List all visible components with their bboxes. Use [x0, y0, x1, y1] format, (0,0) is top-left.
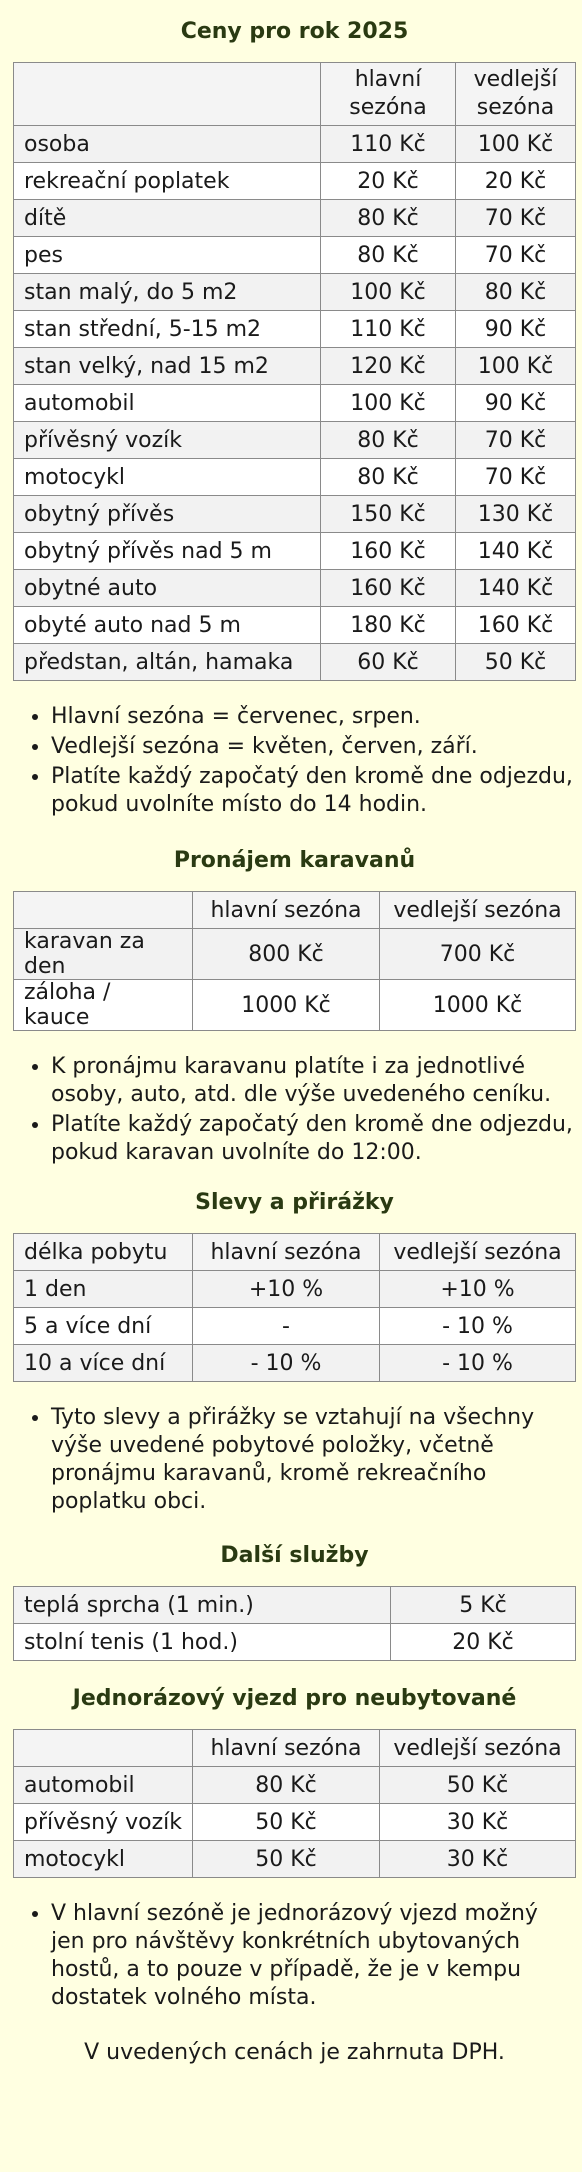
- list-item: • Hlavní sezóna = červenec, srpen.: [51, 703, 576, 731]
- side-season-price: 1000 Kč: [380, 980, 576, 1031]
- table-row: [14, 980, 576, 1031]
- list-item: • Platíte každý započatý den kromě dne odjezdu, pokud karavan uvolníte do 12:00.: [51, 1111, 576, 1167]
- row-label: stan střední, 5-15 m2: [14, 311, 321, 348]
- header-side-line2: sezóna: [476, 95, 555, 120]
- table-header-cell: vedlejší sezóna: [380, 1730, 576, 1767]
- service-price: 5 Kč: [391, 1587, 576, 1624]
- rental-title: Pronájem karavanů: [173, 848, 416, 873]
- side-season-price: 160 Kč: [456, 607, 576, 644]
- row-label: přívěsný vozík: [14, 1804, 193, 1841]
- side-season-price: 50 Kč: [456, 644, 576, 681]
- table-row: [14, 237, 576, 274]
- table-row: [14, 385, 576, 422]
- table-row: [14, 929, 576, 980]
- table-header-cell: [14, 892, 193, 929]
- table-row: [14, 570, 576, 607]
- table-row: [14, 644, 576, 681]
- main-season-value: - 10 %: [193, 1345, 380, 1382]
- main-season-price: 80 Kč: [321, 422, 456, 459]
- table-header-cell: [456, 63, 576, 126]
- row-label: obyté auto nad 5 m: [14, 607, 321, 644]
- main-season-price: 80 Kč: [321, 200, 456, 237]
- side-season-price: 100 Kč: [456, 348, 576, 385]
- side-season-price: 70 Kč: [456, 422, 576, 459]
- side-season-price: 20 Kč: [456, 163, 576, 200]
- table-header-row: [14, 1730, 576, 1767]
- table-row: [14, 422, 576, 459]
- list-item: • K pronájmu karavanu platíte i za jednotlivé osoby, auto, atd. dle výše uvedeného ceníku.: [51, 1053, 576, 1109]
- header-main-line2: sezóna: [349, 95, 427, 120]
- table-row: [14, 496, 576, 533]
- prices-title: Ceny pro rok 2025: [180, 19, 409, 44]
- side-season-price: 70 Kč: [456, 459, 576, 496]
- side-season-price: 30 Kč: [380, 1841, 576, 1878]
- main-season-price: 80 Kč: [193, 1767, 380, 1804]
- services-table: [13, 1586, 576, 1661]
- row-label: karavan za den: [14, 929, 193, 980]
- main-season-value: +10 %: [193, 1271, 380, 1308]
- table-header-cell: [321, 63, 456, 126]
- row-label: záloha / kauce: [14, 980, 193, 1031]
- main-season-price: 20 Kč: [321, 163, 456, 200]
- side-season-value: +10 %: [380, 1271, 576, 1308]
- table-header-cell: [14, 1730, 193, 1767]
- table-header-cell: délka pobytu: [14, 1234, 193, 1271]
- table-row: [14, 1271, 576, 1308]
- main-season-price: 160 Kč: [321, 570, 456, 607]
- table-row: [14, 1767, 576, 1804]
- row-label: dítě: [14, 200, 321, 237]
- side-season-price: 70 Kč: [456, 237, 576, 274]
- row-label: stan malý, do 5 m2: [14, 274, 321, 311]
- table-header-cell: vedlejší sezóna: [380, 892, 576, 929]
- vat-footnote: V uvedených cenách je zahrnuta DPH.: [84, 2040, 505, 2065]
- table-row: [14, 348, 576, 385]
- row-label: 5 a více dní: [14, 1308, 193, 1345]
- row-label: obytné auto: [14, 570, 321, 607]
- discounts-table: [13, 1233, 576, 1382]
- side-season-price: 80 Kč: [456, 274, 576, 311]
- row-label: stan velký, nad 15 m2: [14, 348, 321, 385]
- table-header-cell: vedlejší sezóna: [380, 1234, 576, 1271]
- side-season-price: 100 Kč: [456, 126, 576, 163]
- table-header-row: [14, 63, 576, 126]
- row-label: obytný přívěs nad 5 m: [14, 533, 321, 570]
- row-label: teplá sprcha (1 min.): [14, 1587, 391, 1624]
- side-season-price: 30 Kč: [380, 1804, 576, 1841]
- discounts-title: Slevy a přirážky: [195, 1190, 394, 1215]
- main-season-price: 120 Kč: [321, 348, 456, 385]
- side-season-price: 130 Kč: [456, 496, 576, 533]
- table-row: [14, 1624, 576, 1661]
- main-season-price: 80 Kč: [321, 237, 456, 274]
- list-item: • Platíte každý započatý den kromě dne odjezdu, pokud uvolníte místo do 14 hodin.: [51, 763, 576, 819]
- table-row: [14, 607, 576, 644]
- side-season-value: - 10 %: [380, 1345, 576, 1382]
- table-row: [14, 311, 576, 348]
- side-season-price: 140 Kč: [456, 570, 576, 607]
- table-header-row: [14, 1234, 576, 1271]
- side-season-value: - 10 %: [380, 1308, 576, 1345]
- table-row: [14, 533, 576, 570]
- table-header-cell: hlavní sezóna: [193, 892, 380, 929]
- table-row: [14, 1804, 576, 1841]
- list-item: • Vedlejší sezóna = květen, červen, září.: [51, 733, 576, 761]
- prices-notes: [13, 681, 576, 819]
- main-season-price: 150 Kč: [321, 496, 456, 533]
- table-row: [14, 274, 576, 311]
- main-season-price: 100 Kč: [321, 385, 456, 422]
- table-row: [14, 459, 576, 496]
- table-header-cell: [14, 63, 321, 126]
- header-main-line1: hlavní: [354, 67, 422, 92]
- main-season-price: 60 Kč: [321, 644, 456, 681]
- main-season-price: 50 Kč: [193, 1841, 380, 1878]
- rental-table: [13, 891, 576, 1031]
- row-label: pes: [14, 237, 321, 274]
- table-header-cell: hlavní sezóna: [193, 1730, 380, 1767]
- table-row: [14, 1345, 576, 1382]
- main-season-price: 110 Kč: [321, 311, 456, 348]
- row-label: obytný přívěs: [14, 496, 321, 533]
- row-label: rekreační poplatek: [14, 163, 321, 200]
- table-row: [14, 1841, 576, 1878]
- table-header-row: [14, 892, 576, 929]
- table-row: [14, 126, 576, 163]
- list-item: • V hlavní sezóně je jednorázový vjezd možný jen pro návštěvy konkrétních ubytovaných hostů, a to pouze v případě, že je v kempu dostatek volného místa.: [51, 1900, 576, 2012]
- prices-table: [13, 62, 576, 681]
- main-season-price: 100 Kč: [321, 274, 456, 311]
- side-season-price: 90 Kč: [456, 385, 576, 422]
- entry-table: [13, 1729, 576, 1878]
- table-header-cell: hlavní sezóna: [193, 1234, 380, 1271]
- table-row: [14, 163, 576, 200]
- header-side-line1: vedlejší: [473, 67, 558, 92]
- main-season-price: 180 Kč: [321, 607, 456, 644]
- main-season-price: 80 Kč: [321, 459, 456, 496]
- side-season-price: 50 Kč: [380, 1767, 576, 1804]
- entry-notes: [13, 1878, 576, 2012]
- discounts-notes: [13, 1382, 576, 1516]
- main-season-price: 50 Kč: [193, 1804, 380, 1841]
- service-price: 20 Kč: [391, 1624, 576, 1661]
- row-label: předstan, altán, hamaka: [14, 644, 321, 681]
- side-season-price: 70 Kč: [456, 200, 576, 237]
- main-season-value: -: [193, 1308, 380, 1345]
- row-label: 1 den: [14, 1271, 193, 1308]
- main-season-price: 160 Kč: [321, 533, 456, 570]
- row-label: motocykl: [14, 459, 321, 496]
- table-row: [14, 1308, 576, 1345]
- table-row: [14, 200, 576, 237]
- rental-notes: [13, 1031, 576, 1167]
- main-season-price: 800 Kč: [193, 929, 380, 980]
- row-label: stolní tenis (1 hod.): [14, 1624, 391, 1661]
- main-season-price: 1000 Kč: [193, 980, 380, 1031]
- main-season-price: 110 Kč: [321, 126, 456, 163]
- row-label: 10 a více dní: [14, 1345, 193, 1382]
- side-season-price: 140 Kč: [456, 533, 576, 570]
- side-season-price: 90 Kč: [456, 311, 576, 348]
- row-label: automobil: [14, 1767, 193, 1804]
- services-title: Další služby: [220, 1543, 369, 1568]
- side-season-price: 700 Kč: [380, 929, 576, 980]
- row-label: motocykl: [14, 1841, 193, 1878]
- table-row: [14, 1587, 576, 1624]
- row-label: automobil: [14, 385, 321, 422]
- row-label: přívěsný vozík: [14, 422, 321, 459]
- row-label: osoba: [14, 126, 321, 163]
- list-item: • Tyto slevy a přirážky se vztahují na všechny výše uvedené pobytové položky, včetně pronájmu karavanů, kromě rekreačního poplatku obci.: [51, 1404, 576, 1516]
- entry-title: Jednorázový vjezd pro neubytované: [72, 1686, 517, 1711]
